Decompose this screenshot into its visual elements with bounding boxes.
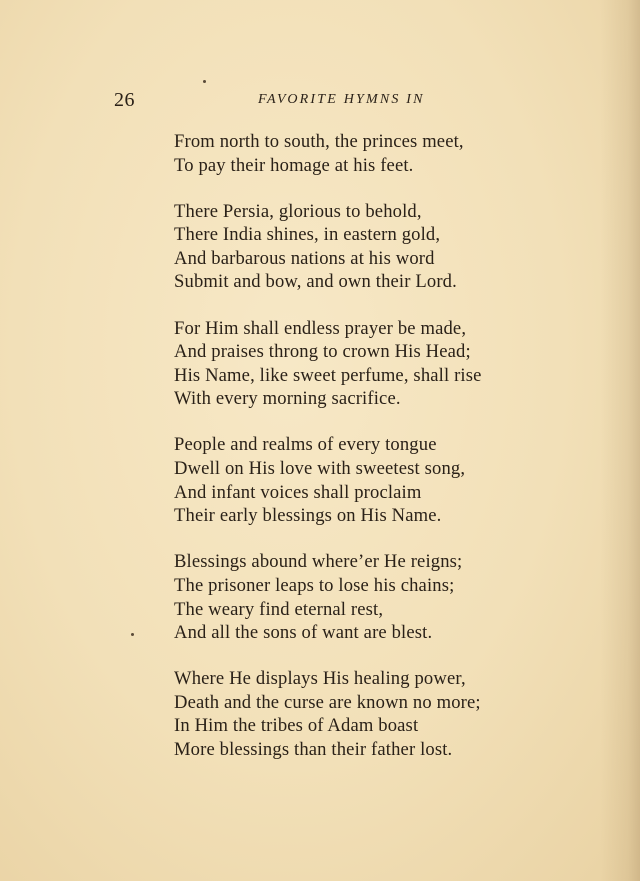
- stanza: [174, 433, 482, 527]
- verse-line: Blessings abound where’er He reigns;: [174, 551, 463, 573]
- stanza: [174, 667, 482, 761]
- verse-line: From north to south, the princes meet,: [174, 131, 464, 152]
- verse-line: The weary find eternal rest,: [174, 598, 384, 620]
- ink-speck: [131, 633, 134, 636]
- verse-line: Submit and bow, and own their Lord.: [174, 271, 457, 293]
- stanza: [174, 550, 482, 644]
- verse-line: The prisoner leaps to lose his chains;: [174, 574, 455, 596]
- stanza: [174, 317, 482, 411]
- verse-line: For Him shall endless prayer be made,: [174, 317, 467, 339]
- verse-line: And barbarous nations at his word: [174, 247, 435, 269]
- verse-line: People and realms of every tongue: [174, 434, 437, 456]
- verse-line: With every morning sacrifice.: [174, 388, 401, 410]
- stanza: [174, 200, 482, 294]
- verse-line: And infant voices shall proclaim: [174, 481, 422, 503]
- page-edge-shadow: [600, 0, 640, 881]
- verse-line: Dwell on His love with sweetest song,: [174, 458, 466, 480]
- verse-line: To pay their homage at his feet.: [174, 154, 414, 176]
- verse-line: And all the sons of want are blest.: [174, 622, 433, 644]
- page-header: [0, 89, 640, 119]
- verse-line: There India shines, in eastern gold,: [174, 224, 441, 246]
- running-head: FAVORITE HYMNS IN: [258, 92, 425, 107]
- verse-line: And praises throng to crown His Head;: [174, 341, 471, 363]
- stanza: [174, 130, 482, 177]
- verse-line: More blessings than their father lost.: [174, 738, 453, 760]
- verse-line: There Persia, glorious to behold,: [174, 200, 422, 222]
- verse-line: Their early blessings on His Name.: [174, 505, 442, 527]
- verse-line: Where He displays His healing power,: [174, 668, 466, 690]
- ink-speck: [203, 80, 206, 83]
- page-number: 26: [114, 89, 135, 111]
- verse-line: In Him the tribes of Adam boast: [174, 715, 419, 737]
- verse-line: Death and the curse are known no more;: [174, 691, 481, 713]
- verse-line: His Name, like sweet perfume, shall rise: [174, 364, 482, 386]
- hymn-text: [174, 130, 482, 784]
